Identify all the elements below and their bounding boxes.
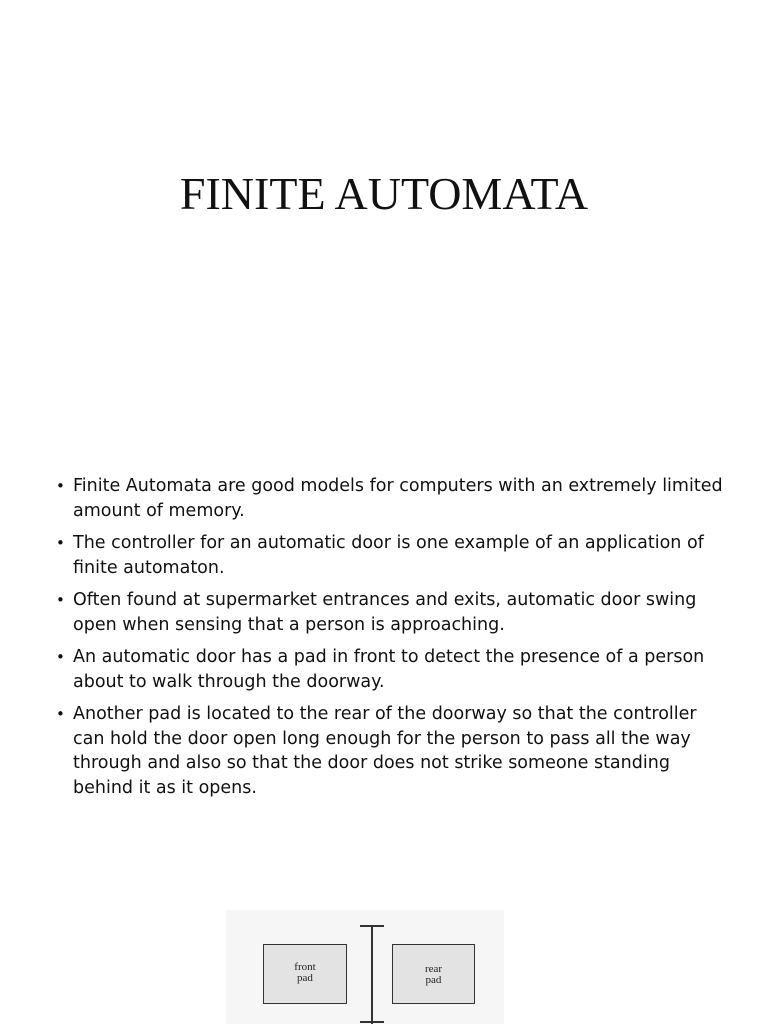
rear-pad-label-line1: rear xyxy=(424,963,443,975)
bullet-icon: • xyxy=(56,534,65,552)
front-pad-label-line1: front xyxy=(294,961,316,973)
bullet-text: Often found at supermarket entrances and exits, automatic door swing open when sensing that a person is approaching. xyxy=(73,590,697,635)
bullet-icon: • xyxy=(56,648,65,666)
bullet-text: Another pad is located to the rear of the doorway so that the controller can hold the door open long enough for the person to pass all the way through and also so that the door does not strike someone standing behind it as it opens. xyxy=(73,704,697,798)
bullet-item xyxy=(54,474,724,523)
bullet-text: An automatic door has a pad in front to detect the presence of a person about to walk through the doorway. xyxy=(73,647,705,692)
bullet-item xyxy=(54,702,724,800)
door-line xyxy=(371,926,373,1024)
bullet-item xyxy=(54,645,724,694)
bullet-icon: • xyxy=(56,705,65,723)
rear-pad-label-line2: pad xyxy=(425,974,442,986)
bullet-item xyxy=(54,531,724,580)
slide-title: FINITE AUTOMATA xyxy=(179,168,589,219)
front-pad-box xyxy=(263,944,347,1004)
bullet-icon: • xyxy=(56,477,65,495)
bullet-item xyxy=(54,588,724,637)
door-bottom-cap xyxy=(360,1021,384,1023)
automatic-door-diagram xyxy=(226,910,504,1024)
front-pad-label-line2: pad xyxy=(297,972,313,984)
bullet-text: Finite Automata are good models for computers with an extremely limited amount of memory. xyxy=(73,476,723,521)
rear-pad-box xyxy=(392,944,475,1004)
bullet-icon: • xyxy=(56,591,65,609)
bullet-text: The controller for an automatic door is one example of an application of finite automaton. xyxy=(73,533,704,578)
bullet-list xyxy=(54,474,724,808)
